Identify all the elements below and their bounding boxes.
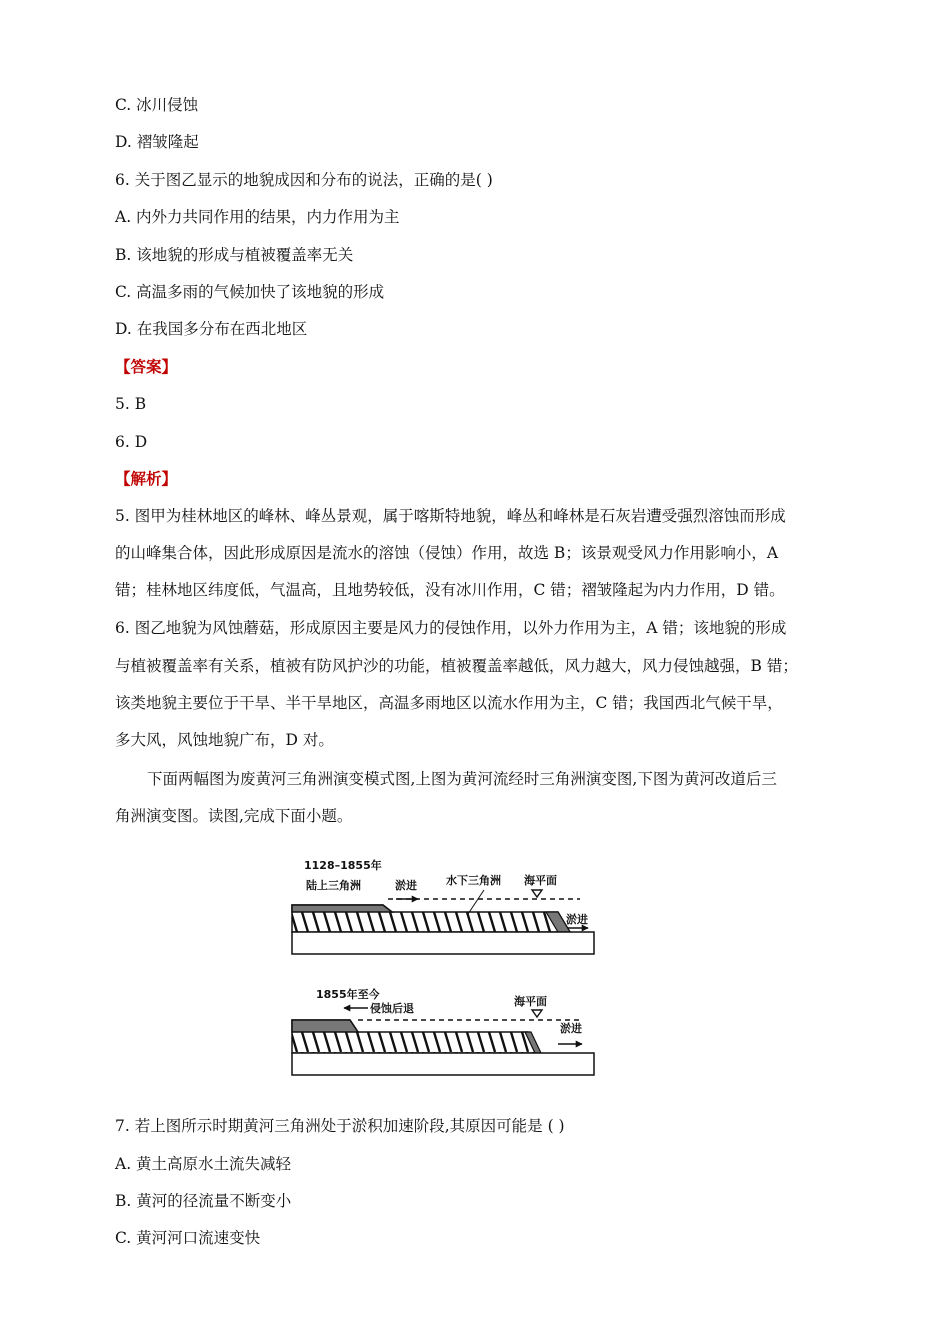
intro-paragraph: 角洲演变图。读图,完成下面小题。 bbox=[115, 807, 353, 825]
top-diagram bbox=[292, 858, 594, 954]
top-period-label: 1128–1855年 bbox=[304, 859, 382, 872]
land-delta-block bbox=[292, 1020, 358, 1032]
option-7c: C. 黄河河口流速变快 bbox=[115, 1229, 261, 1247]
base-layer bbox=[292, 932, 594, 954]
analysis-heading: 【解析】 bbox=[115, 469, 178, 488]
bottom-diagram bbox=[292, 987, 594, 1075]
land-delta-block bbox=[292, 905, 392, 912]
analysis-line: 多大风，风蚀地貌广布，D 对。 bbox=[115, 731, 334, 749]
analysis-line: 与植被覆盖率有关系，植被有防风护沙的功能，植被覆盖率越低，风力越大，风力侵蚀越强，B 错； bbox=[115, 657, 798, 675]
option-6c: C. 高温多雨的气候加快了该地貌的形成 bbox=[115, 283, 385, 301]
option-6b: B. 该地貌的形成与植被覆盖率无关 bbox=[115, 246, 354, 264]
bottom-retreat-label: 侵蚀后退 bbox=[370, 1002, 414, 1015]
option-6d: D. 在我国多分布在西北地区 bbox=[115, 320, 308, 338]
analysis-line: 6. 图乙地貌为风蚀蘑菇，形成原因主要是风力的侵蚀作用，以外力作用为主，A 错；该地貌的形成 bbox=[115, 619, 787, 637]
top-sea-level-label: 海平面 bbox=[524, 874, 557, 887]
top-underwater-delta-label: 水下三角洲 bbox=[446, 874, 501, 887]
sea-level-marker-icon bbox=[532, 890, 542, 897]
bottom-period-label: 1855年至今 bbox=[316, 988, 380, 1001]
top-land-delta-label: 陆上三角洲 bbox=[306, 879, 361, 892]
top-advance-label: 淤进 bbox=[395, 879, 417, 892]
option-7a: A. 黄土高原水土流失减轻 bbox=[115, 1155, 292, 1173]
sea-level-marker-icon bbox=[532, 1010, 542, 1017]
option-7b: B. 黄河的径流量不断变小 bbox=[115, 1192, 292, 1210]
intro-paragraph: 下面两幅图为废黄河三角洲演变模式图,上图为黄河流经时三角洲演变图,下图为黄河改道后三 bbox=[147, 770, 777, 788]
answer-heading: 【答案】 bbox=[115, 357, 178, 376]
analysis-line: 该类地貌主要位于干旱、半干旱地区，高温多雨地区以流水作用为主，C 错；我国西北气候干旱， bbox=[115, 694, 783, 712]
delta-evolution-figure bbox=[288, 852, 598, 1092]
option-5c: C. 冰川侵蚀 bbox=[115, 96, 199, 114]
bottom-sea-level-label: 海平面 bbox=[514, 995, 547, 1008]
analysis-line: 的山峰集合体，因此形成原因是流水的溶蚀（侵蚀）作用，故选 B；该景观受风力作用影响小，A bbox=[115, 544, 779, 562]
question-7: 7. 若上图所示时期黄河三角洲处于淤积加速阶段,其原因可能是 ( ) bbox=[115, 1117, 565, 1135]
analysis-line: 错；桂林地区纬度低，气温高，且地势较低，没有冰川作用，C 错；褶皱隆起为内力作用，D 错。 bbox=[115, 581, 785, 599]
option-6a: A. 内外力共同作用的结果，内力作用为主 bbox=[115, 208, 400, 226]
option-5d: D. 褶皱隆起 bbox=[115, 133, 199, 151]
top-advance-right-label: 淤进 bbox=[566, 913, 588, 926]
answer-5: 5. B bbox=[115, 395, 147, 413]
analysis-line: 5. 图甲为桂林地区的峰林、峰丛景观，属于喀斯特地貌，峰丛和峰林是石灰岩遭受强烈溶蚀而形成 bbox=[115, 507, 786, 525]
base-layer bbox=[292, 1053, 594, 1075]
question-6: 6. 关于图乙显示的地貌成因和分布的说法，正确的是( ) bbox=[115, 171, 493, 189]
pointer-line bbox=[468, 890, 484, 914]
bottom-advance-label: 淤进 bbox=[560, 1022, 582, 1035]
answer-6: 6. D bbox=[115, 433, 148, 451]
